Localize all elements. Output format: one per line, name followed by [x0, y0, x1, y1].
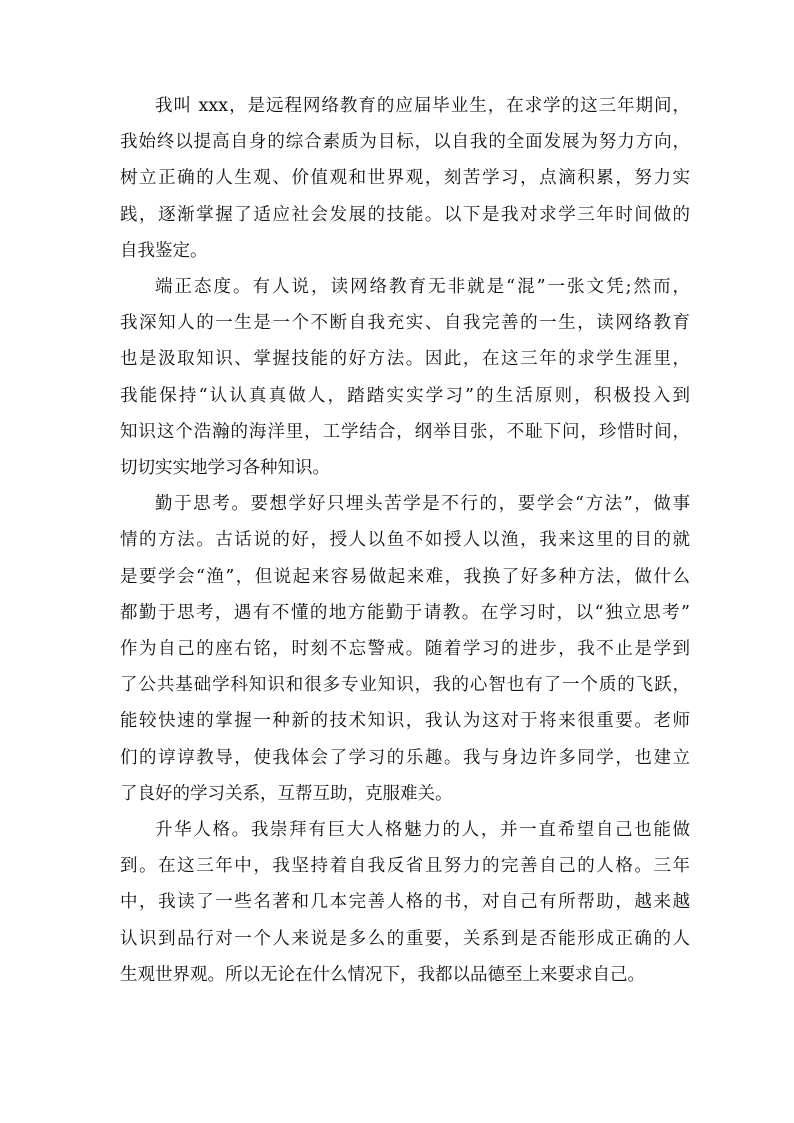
text-line: 能较快速的掌握一种新的技术知识，我认为这对于将来很重要。老师 [120, 711, 690, 732]
text-line: 我叫 xxx，是远程网络教育的应届毕业生，在求学的这三年期间， [155, 96, 690, 116]
text-line: 自我鉴定。 [120, 240, 208, 261]
text-line: 们的谆谆教导，使我体会了学习的乐趣。我与身边许多同学，也建立 [120, 747, 690, 768]
text-line: 我能保持“认认真真做人，踏踏实实学习”的生活原则，积极投入到 [120, 385, 690, 406]
text-line: 生观世界观。所以无论在什么情况下，我都以品德至上来要求自己。 [120, 964, 645, 985]
text-line: 勤于思考。要想学好只埋头苦学是不行的，要学会“方法”，做事 [155, 494, 690, 515]
paragraph-self-introduction [120, 88, 690, 269]
text-line: 都勤于思考，遇有不懂的地方能勤于请教。在学习时，以“独立思考” [120, 602, 690, 623]
text-line: 中，我读了一些名著和几本完善人格的书，对自己有所帮助，越来越 [120, 892, 690, 913]
text-line: 了良好的学习关系，互帮互助，克服难关。 [120, 783, 453, 804]
text-line: 是要学会“渔”，但说起来容易做起来难，我换了好多种方法，做什么 [120, 566, 690, 587]
text-line: 认识到品行对一个人来说是多么的重要，关系到是否能形成正确的人 [120, 928, 690, 949]
text-line: 我始终以提高自身的综合素质为目标，以自我的全面发展为努力方向， [120, 132, 690, 153]
text-line: 端正态度。有人说，读网络教育无非就是“混”一张文凭;然而， [155, 277, 690, 298]
text-line: 也是汲取知识、掌握技能的好方法。因此，在这三年的求学生涯里， [120, 349, 690, 370]
document-body [120, 88, 690, 993]
paragraph-attitude [120, 269, 690, 486]
text-line: 知识这个浩瀚的海洋里，工学结合，纲举目张，不耻下问，珍惜时间， [120, 421, 690, 442]
paragraph-personality [120, 812, 690, 993]
text-line: 树立正确的人生观、价值观和世界观，刻苦学习，点滴积累，努力实 [120, 168, 690, 189]
text-line: 作为自己的座右铭，时刻不忘警戒。随着学习的进步，我不止是学到 [120, 639, 690, 660]
text-line: 践，逐渐掌握了适应社会发展的技能。以下是我对求学三年时间做的 [120, 204, 690, 225]
text-line: 情的方法。古话说的好，授人以鱼不如授人以渔，我来这里的目的就 [120, 530, 690, 551]
paragraph-thinking [120, 486, 690, 812]
text-line: 了公共基础学科知识和很多专业知识，我的心智也有了一个质的飞跃， [120, 675, 690, 696]
text-line: 我深知人的一生是一个不断自我充实、自我完善的一生，读网络教育 [120, 313, 690, 334]
text-line: 切切实实地学习各种知识。 [120, 458, 330, 479]
text-line: 到。在这三年中，我坚持着自我反省且努力的完善自己的人格。三年 [120, 856, 690, 877]
text-line: 升华人格。我崇拜有巨大人格魅力的人，并一直希望自己也能做 [155, 820, 690, 841]
